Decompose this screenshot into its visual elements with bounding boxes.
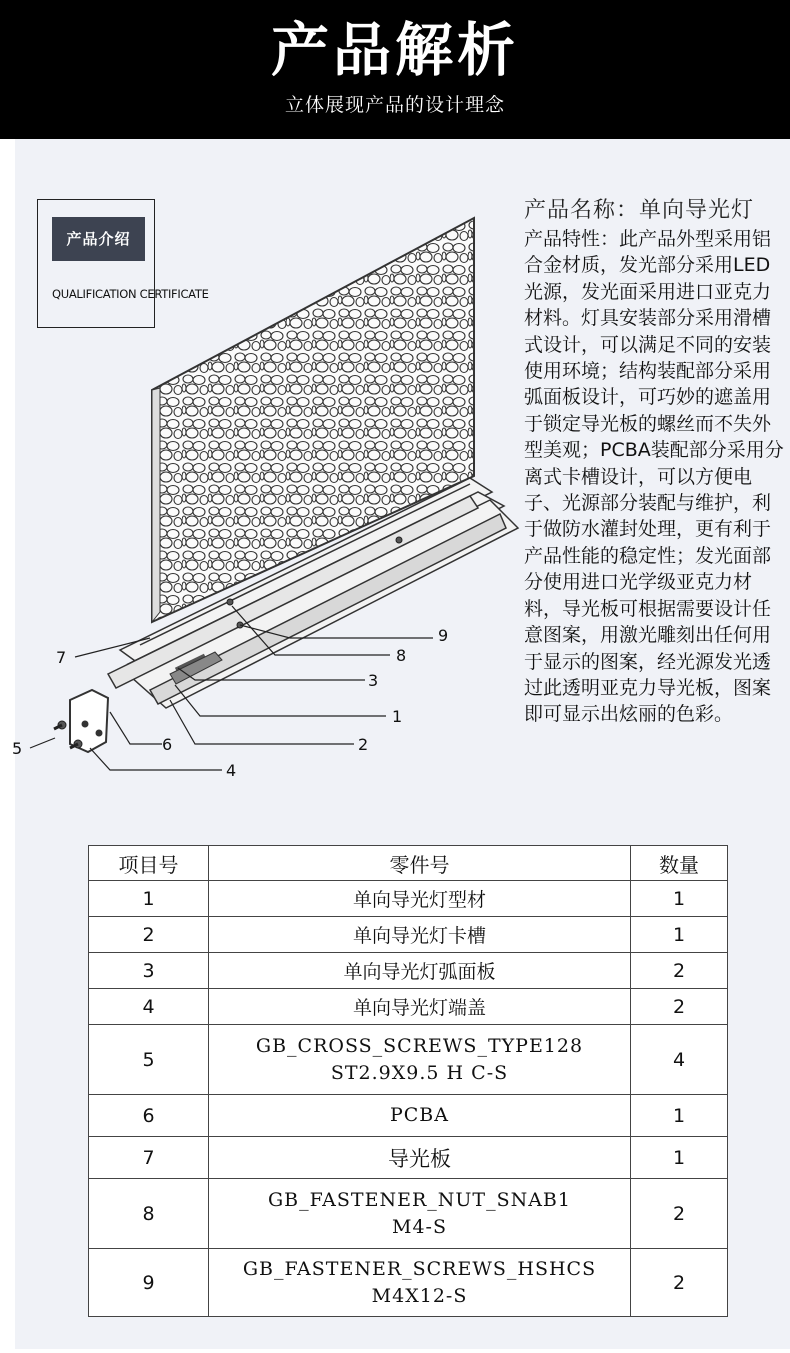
- cell-qty: 2: [631, 989, 728, 1025]
- cell-item: 4: [89, 989, 209, 1025]
- cell-qty: 1: [631, 1095, 728, 1137]
- table-row: [89, 989, 728, 1025]
- cell-item: 9: [89, 1249, 209, 1317]
- table-row: [89, 1025, 728, 1095]
- header-part-no: 零件号: [209, 846, 631, 881]
- cell-item: 2: [89, 917, 209, 953]
- cell-part: 单向导光灯弧面板: [209, 953, 631, 989]
- cell-item: 5: [89, 1025, 209, 1095]
- callout-7: 7: [56, 648, 67, 667]
- cell-part: 单向导光灯卡槽: [209, 917, 631, 953]
- product-name: 产品名称：单向导光灯: [524, 198, 755, 223]
- table-header-row: [89, 846, 728, 881]
- cell-item: 6: [89, 1095, 209, 1137]
- cell-part-line1: GB_FASTENER_SCREWS_HSHCS: [242, 1257, 597, 1280]
- cell-item: 8: [89, 1179, 209, 1249]
- cell-part-line2: M4-S: [392, 1215, 447, 1238]
- callout-5: 5: [12, 739, 23, 758]
- cell-part-line1: GB_CROSS_SCREWS_TYPE128: [255, 1034, 584, 1057]
- page-subtitle: 立体展现产品的设计理念: [284, 94, 505, 116]
- table-row: [89, 881, 728, 917]
- callout-2: 2: [358, 735, 369, 754]
- callout-1: 1: [392, 707, 403, 726]
- cell-part: PCBA: [209, 1095, 631, 1137]
- cell-qty: 2: [631, 1179, 728, 1249]
- exploded-diagram: [0, 210, 520, 785]
- table-row: [89, 917, 728, 953]
- cell-part: [209, 1179, 631, 1249]
- page-title: 产品解析: [270, 16, 519, 84]
- table-row: [89, 1249, 728, 1317]
- cell-qty: 2: [631, 1249, 728, 1317]
- table-row: [89, 953, 728, 989]
- cell-item: 1: [89, 881, 209, 917]
- cell-part: 单向导光灯型材: [209, 881, 631, 917]
- table-row: [89, 1137, 728, 1179]
- page-header: [0, 0, 790, 139]
- callout-4: 4: [226, 761, 237, 780]
- table-row: [89, 1179, 728, 1249]
- cell-part: 导光板: [209, 1137, 631, 1179]
- parts-table: [88, 845, 728, 1317]
- cell-qty: 2: [631, 953, 728, 989]
- cell-part-line2: ST2.9X9.5 H C-S: [330, 1061, 509, 1084]
- callout-6: 6: [162, 735, 173, 754]
- cell-qty: 1: [631, 881, 728, 917]
- callout-9: 9: [438, 626, 449, 645]
- cell-part: 单向导光灯端盖: [209, 989, 631, 1025]
- cell-part: [209, 1249, 631, 1317]
- cell-qty: 1: [631, 917, 728, 953]
- callout-8: 8: [396, 646, 407, 665]
- header-item-no: 项目号: [89, 846, 209, 881]
- cell-part-line2: M4X12-S: [371, 1284, 468, 1307]
- cell-qty: 4: [631, 1025, 728, 1095]
- table-row: [89, 1095, 728, 1137]
- cell-part: [209, 1025, 631, 1095]
- certificate-caption: QUALIFICATION CERTIFICATE: [52, 287, 209, 301]
- cell-item: 3: [89, 953, 209, 989]
- cell-qty: 1: [631, 1137, 728, 1179]
- header-quantity: 数量: [631, 846, 728, 881]
- cell-part-line1: GB_FASTENER_NUT_SNAB1: [268, 1188, 571, 1211]
- callout-3: 3: [368, 671, 379, 690]
- certificate-label: 产品介绍: [52, 217, 145, 261]
- cell-item: 7: [89, 1137, 209, 1179]
- product-description: 产品特性：此产品外型采用铝合金材质，发光部分采用LED光源，发光面采用进口亚克力材料。灯具安装部分采用滑槽式设计，可以满足不同的安装使用环境；结构装配部分采用弧面板设计，可巧妙的遮盖用于锁定导光板的螺丝而不失外型美观；PCBA装配部分采用分离式卡槽设计，可以方便电子、光源部分装配与维护，利于做防水灌封处理，更有利于产品性能的稳定性；发光面部分使用进口光学级亚克力材料，导光板可根据需要设计任意图案，用激光雕刻出任何用于显示的图案，经光源发光透过此透明亚克力导光板，图案即可显示出炫丽的色彩。: [524, 228, 784, 726]
